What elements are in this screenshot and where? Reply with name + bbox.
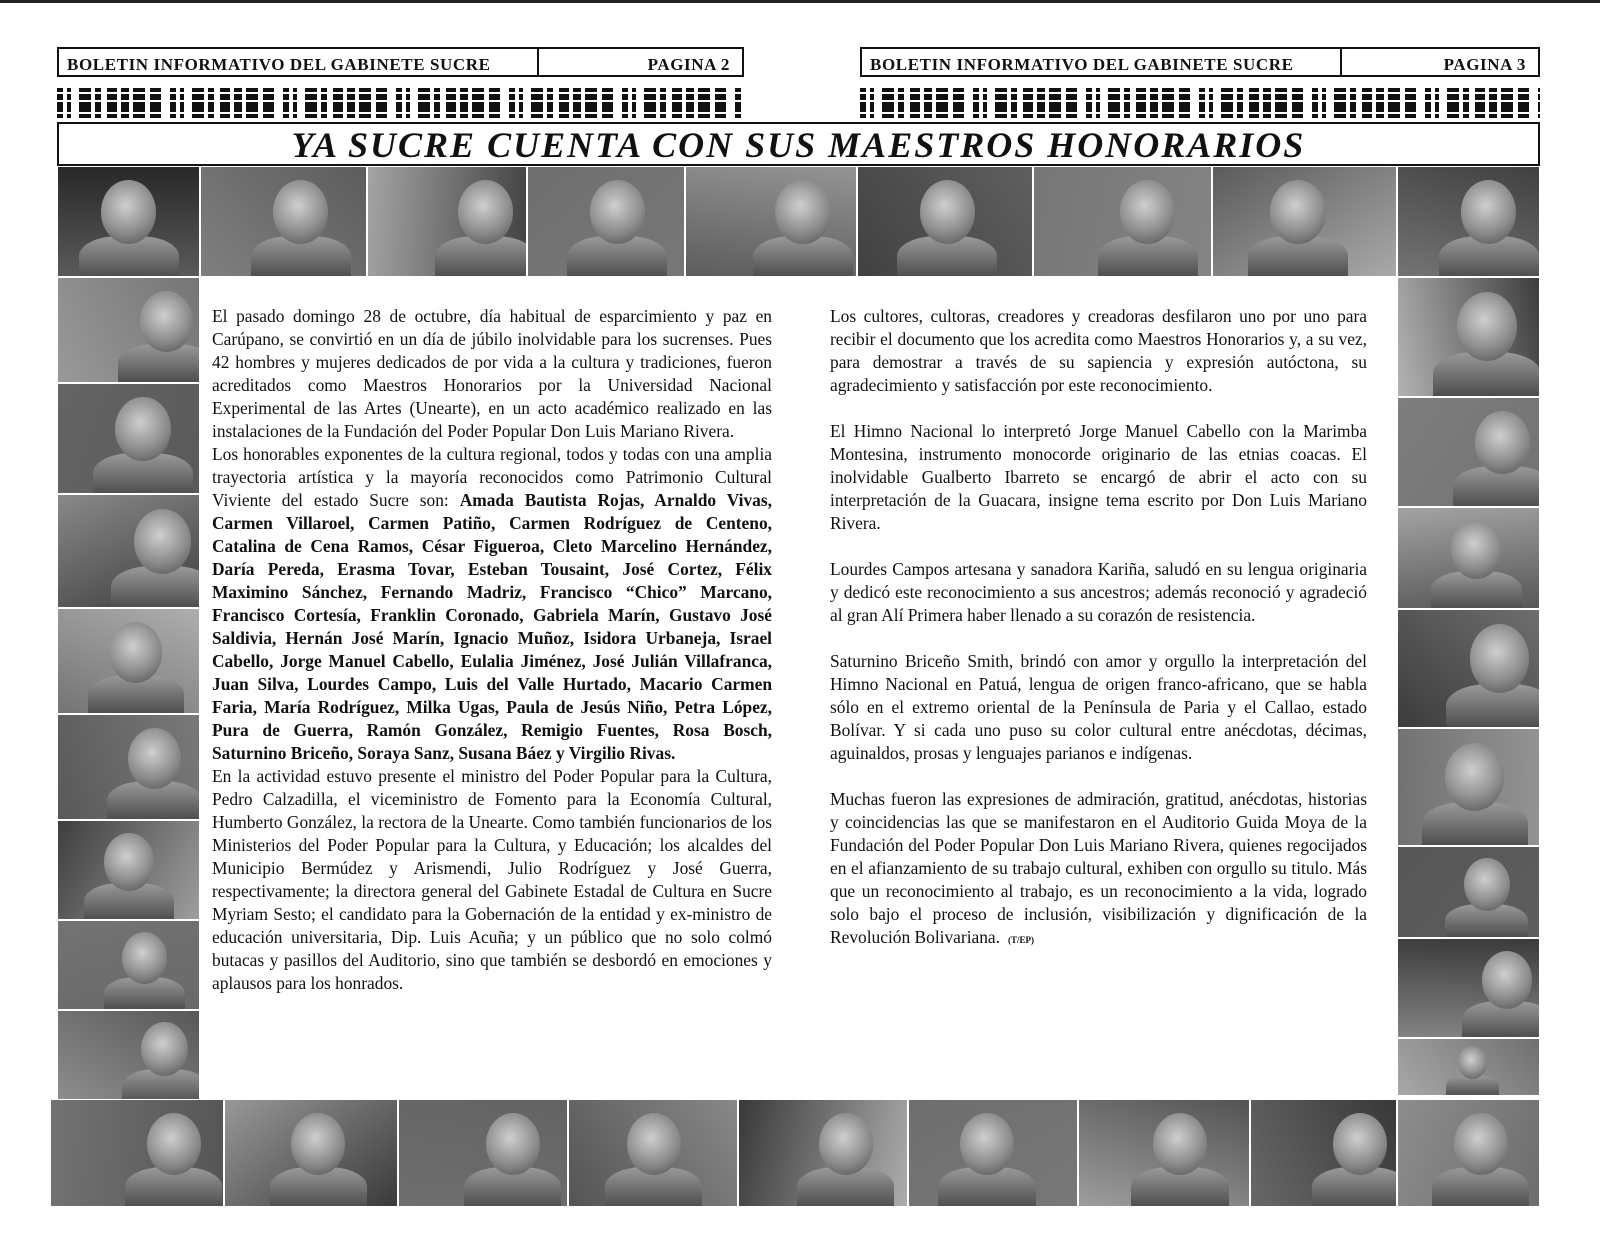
face-shape — [775, 180, 831, 244]
face-shape — [1482, 951, 1532, 1009]
face-shape — [1464, 858, 1510, 911]
portrait-photo — [568, 1099, 738, 1207]
portrait-photo — [57, 920, 200, 1010]
face-shape — [1461, 180, 1517, 244]
face-shape — [147, 1113, 201, 1175]
face-shape — [128, 728, 181, 789]
portrait-photo — [1397, 846, 1540, 938]
portrait-photo — [57, 166, 200, 277]
portrait-photo — [1078, 1099, 1250, 1207]
article-column-left — [212, 305, 772, 995]
bulletin-title-right: BOLETIN INFORMATIVO DEL GABINETE SUCRE — [862, 49, 1342, 75]
face-shape — [273, 180, 329, 244]
face-shape — [141, 1022, 188, 1076]
closing-text: Muchas fueron las expresiones de admiración, gratitud, anécdotas, historias y coincidencias las que se manifestaron en el Auditorio Guida Moya de la Fundación del Poder Popular Don Luis Mariano Rivera, quienes regocijados en el afianzamiento de su trabajo cultural, exhiben con orgullo su titulo. Más que un reconocimiento al trabajo, es un reconocimiento a la vida, logrado solo bajo el proceso de inclusión, visibilización y dignificación de la Revolución Bolivariana. — [830, 789, 1367, 947]
article-paragraph — [212, 443, 772, 765]
headline: YA SUCRE CUENTA CON SUS MAESTROS HONORARIOS — [57, 122, 1540, 166]
face-shape — [1333, 1113, 1387, 1175]
article-paragraph: En la actividad estuvo presente el ministro del Poder Popular para la Cultura, Pedro Calzadilla, el viceministro de Fomento para la Economía Cultural, Humberto González, la rectora de la Unearte. Como también funcionarios de los Ministerios del Poder Popular para la Cultura, y Educación; los alcaldes del Municipio Bermúdez y Arismendi, Julio Rodríguez y José Guerra, respectivamente; la directora general del Gabinete Estadal de Cultura en Sucre Myriam Sesto; el candidato para la Gobernación de la entidad y ex-ministro de educación universitaria, Dip. Luis Acuña; y un público que no solo colmó butacas y pasillos del Auditorio, sino que también se desbordó en emociones y aplausos para los honrados. — [212, 766, 772, 993]
face-shape — [115, 397, 171, 461]
face-shape — [1153, 1113, 1207, 1175]
face-shape — [104, 833, 154, 891]
portrait-photo — [908, 1099, 1078, 1207]
portrait-photo — [57, 608, 200, 714]
portrait-photo — [685, 166, 857, 277]
face-shape — [1475, 411, 1530, 474]
portrait-photo — [1397, 166, 1540, 277]
portrait-photo — [527, 166, 685, 277]
face-shape — [1457, 292, 1517, 361]
portrait-photo — [57, 820, 200, 920]
portrait-photo — [200, 166, 367, 277]
face-shape — [140, 291, 193, 352]
face-shape — [291, 1113, 345, 1175]
face-shape — [1120, 180, 1176, 244]
face-shape — [1270, 180, 1326, 244]
portrait-photo — [1033, 166, 1212, 277]
article-paragraph: Los cultores, cultoras, creadores y creadoras desfilaron uno por uno para recibir el documento que los acredita como Maestros Honorarios y, a su vez, para demostrar a través de su sapiencia y expresión autóctona, su agradecimiento y satisfacción por este reconocimiento. — [830, 306, 1367, 395]
ornamental-border-left — [57, 88, 744, 118]
page-number-left: PAGINA 2 — [647, 55, 730, 74]
face-shape — [109, 622, 162, 683]
portrait-photo — [1397, 609, 1540, 728]
signature: (T/EP) — [1008, 935, 1035, 945]
face-shape — [1451, 520, 1502, 579]
portrait-photo — [57, 277, 200, 383]
top-rule — [0, 0, 1600, 3]
page-header-left — [57, 47, 744, 77]
face-shape — [101, 180, 157, 244]
portrait-photo — [50, 1099, 224, 1207]
face-shape — [819, 1113, 873, 1175]
face-shape — [134, 509, 191, 575]
portrait-photo — [224, 1099, 398, 1207]
article-paragraph: Lourdes Campos artesana y sanadora Kariña, saludó en su lengua originaria y dedicó este reconocimiento a sus ancestros; además reconoció y agradeció al gran Alí Primera haber llenado a su corazón de resistencia. — [830, 559, 1367, 625]
portrait-photo — [1250, 1099, 1397, 1207]
face-shape — [1458, 1046, 1487, 1079]
page-number-right: PAGINA 3 — [1443, 55, 1526, 74]
article-paragraph: Saturnino Briceño Smith, brindó con amor y orgullo la interpretación del Himno Nacional en Patuá, lengua de origen franco-africano, que se habla sólo en el extremo oriental de la Península de Paria y el Callao, estado Bolívar. Y si cada uno puso su color cultural entre anécdotas, décimas, aguinaldos, prosas y lenguajes parianos e indígenas. — [830, 651, 1367, 763]
face-shape — [920, 180, 976, 244]
portrait-photo — [57, 494, 200, 608]
portrait-photo — [57, 1010, 200, 1104]
honorees-intro: Los honorables exponentes de la cultura regional, todos y todas con una amplia trayectoria artística y la mayoría reconocidos como Patrimonio Cultural Viviente del estado Sucre son: — [212, 444, 772, 510]
portrait-photo — [857, 166, 1033, 277]
portrait-photo — [57, 383, 200, 494]
face-shape — [1454, 1113, 1508, 1175]
bulletin-title-left: BOLETIN INFORMATIVO DEL GABINETE SUCRE — [59, 49, 539, 75]
portrait-photo — [367, 166, 527, 277]
portrait-photo — [1397, 1038, 1540, 1096]
article-paragraph: El Himno Nacional lo interpretó Jorge Manuel Cabello con la Marimba Montesina, instrumento monocorde originario de las etnias coacas. El inolvidable Gualberto Ibarreto se encargó de abrir el acto con su interpretación de la Guacara, insigne tema escrito por Don Luis Mariano Rivera. — [830, 421, 1367, 533]
face-shape — [1445, 743, 1504, 811]
portrait-photo — [1397, 397, 1540, 507]
ornamental-border-right — [860, 88, 1540, 118]
page-header-right — [860, 47, 1540, 77]
portrait-photo — [398, 1099, 568, 1207]
portrait-photo — [57, 714, 200, 820]
face-shape — [590, 180, 646, 244]
article-column-right — [830, 305, 1367, 952]
face-shape — [458, 180, 514, 244]
portrait-photo — [1397, 938, 1540, 1038]
honorees-list: Amada Bautista Rojas, Arnaldo Vivas, Carmen Villaroel, Carmen Patiño, Carmen Rodríguez de Centeno, Catalina de Cena Ramos, César Figueroa, Cleto Marcelino Hernández, Daría Pereda, Erasma Tovar, Esteban Tousaint, José Cortez, Félix Maximino Sánchez, Fernando Madriz, Francisco “Chico” Marcano, Francisco Cortesía, Franklin Coronado, Gabriela Marín, Gustavo José Saldivia, Hernán José Marín, Ignacio Muñoz, Isidora Urbaneja, Israel Cabello, Jorge Manuel Cabello, Eulalia Jiménez, José Julián Villafranca, Juan Silva, Lourdes Campo, Luis del Valle Hurtado, Macario Carmen Faria, María Rodríguez, Milka Ugas, Paula de Jesús Niño, Petra López, Pura de Guerra, Ramón González, Remigio Fuentes, Rosa Bosch, Saturnino Briceño, Soraya Sanz, Susana Báez y Virgilio Rivas. — [212, 490, 772, 763]
face-shape — [486, 1113, 540, 1175]
face-shape — [122, 932, 167, 984]
face-shape — [627, 1113, 681, 1175]
portrait-photo — [1397, 507, 1540, 609]
portrait-photo — [1212, 166, 1397, 277]
face-shape — [1470, 624, 1530, 692]
portrait-photo — [738, 1099, 908, 1207]
article-paragraph — [830, 788, 1367, 952]
portrait-photo — [1397, 1099, 1540, 1207]
article-paragraph: El pasado domingo 28 de octubre, día habitual de esparcimiento y paz en Carúpano, se convirtió en un día de júbilo inolvidable para los sucrenses. Pues 42 hombres y mujeres dedicados de por vida a la cultura y tradiciones, fueron acreditados como Maestros Honorarios por la Universidad Nacional Experimental de las Artes (Unearte), en un acto académico realizado en las instalaciones de la Fundación del Poder Popular Don Luis Mariano Rivera. — [212, 306, 772, 441]
portrait-photo — [1397, 728, 1540, 846]
portrait-photo — [1397, 277, 1540, 397]
face-shape — [960, 1113, 1014, 1175]
